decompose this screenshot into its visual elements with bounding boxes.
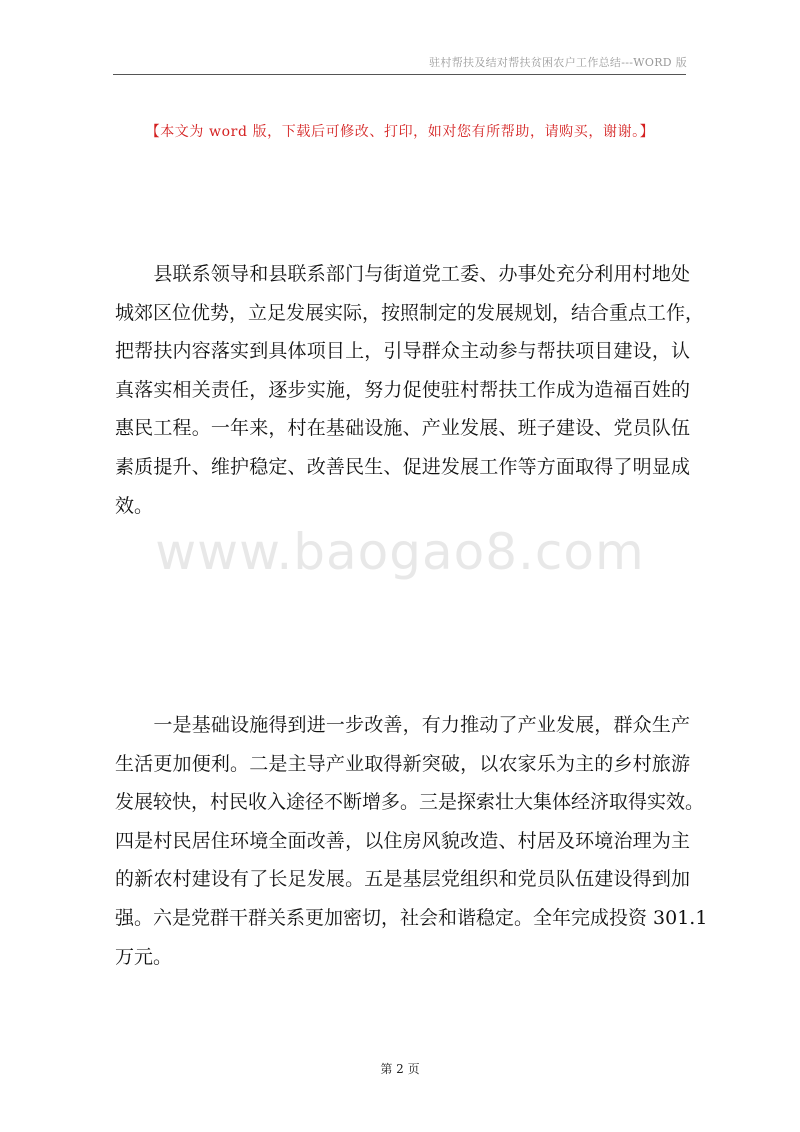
paragraph-line: 的新农村建设有了长足发展。五是基层党组织和党员队伍建设得到加 xyxy=(115,868,690,891)
paragraph-2 xyxy=(115,706,708,976)
paragraph-line: 一是基础设施得到进一步改善，有力推动了产业发展，群众生产 xyxy=(115,714,690,736)
paragraph-1 xyxy=(115,255,705,525)
header-title: 驻村帮扶及结对帮扶贫困农户工作总结---WORD 版 xyxy=(429,56,687,69)
purchase-notice: 【本文为 word 版，下载后可修改、打印，如对您有所帮助，请购买，谢谢。】 xyxy=(145,124,655,140)
paragraph-line: 四是村民居住环境全面改善，以住房风貌改造、村居及环境治理为主 xyxy=(115,829,690,852)
paragraph-line: 生活更加便利。二是主导产业取得新突破，以农家乐为主的乡村旅游 xyxy=(115,752,690,775)
paragraph-line: 强。六是党群干群关系更加密切，社会和谐稳定。全年完成投资 301.1 xyxy=(115,906,708,929)
page-number: 第 2 页 xyxy=(380,1062,420,1076)
paragraph-line: 真落实相关责任，逐步实施，努力促使驻村帮扶工作成为造福百姓的 xyxy=(115,378,690,401)
paragraph-line: 惠民工程。一年来，村在基础设施、产业发展、班子建设、党员队伍 xyxy=(115,417,690,440)
paragraph-line: 县联系领导和县联系部门与街道党工委、办事处充分利用村地处 xyxy=(115,263,690,285)
paragraph-line: 效。 xyxy=(115,494,154,517)
paragraph-line: 城郊区位优势，立足发展实际，按照制定的发展规划，结合重点工作， xyxy=(115,301,705,324)
watermark: www.baogao8.com xyxy=(155,523,645,581)
paragraph-line: 把帮扶内容落实到具体项目上，引导群众主动参与帮扶项目建设，认 xyxy=(115,340,690,363)
header-divider xyxy=(113,74,686,75)
paragraph-line: 万元。 xyxy=(115,945,173,968)
paragraph-line: 发展较快，村民收入途径不断增多。三是探索壮大集体经济取得实效。 xyxy=(115,791,705,814)
paragraph-line: 素质提升、维护稳定、改善民生、促进发展工作等方面取得了明显成 xyxy=(115,455,690,478)
